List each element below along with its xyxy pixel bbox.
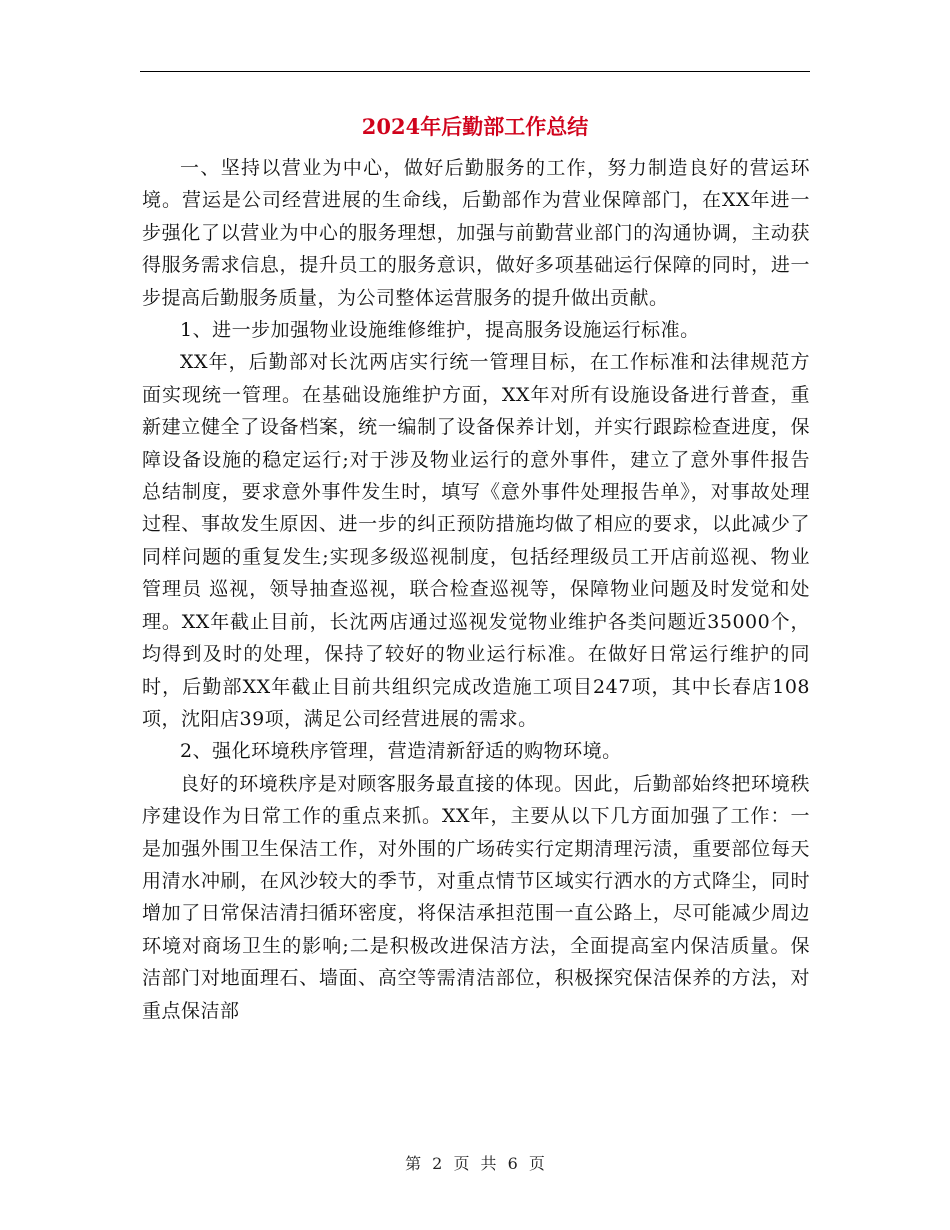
paragraph-5: 良好的环境秩序是对顾客服务最直接的体现。因此，后勤部始终把环境秩序建设作为日常工作的重点来抓。XX年，主要从以下几方面加强了工作：一是加强外围卫生保洁工作，对外围的广场砖实行定期清理污渍，重要部位每天用清水冲刷，在风沙较大的季节，对重点情节区域实行洒水的方式降尘，同时增加了日常保洁清扫循环密度，将保洁承担范围一直公路上，尽可能减少周边环境对商场卫生的影响;二是积极改进保洁方法，全面提高室内保洁质量。保洁部门对地面理石、墙面、高空等需清洁部位，积极探究保洁保养的方法，对重点保洁部 — [142, 772, 810, 1022]
document-title: 2024年后勤部工作总结 — [361, 114, 589, 139]
paragraph-4: 2、强化环境秩序管理，营造清新舒适的购物环境。 — [180, 740, 622, 763]
page-number-footer: 第 2 页 共 6 页 — [405, 1154, 545, 1173]
paragraph-1: 一、坚持以营业为中心，做好后勤服务的工作，努力制造良好的营运环境。营运是公司经营进展的生命线，后勤部作为营业保障部门，在XX年进一步强化了以营业为中心的服务理想，加强与前勤营业部门的沟通协调，主动获得服务需求信息，提升员工的服务意识，做好多项基础运行保障的同时，进一步提高后勤服务质量，为公司整体运营服务的提升做出贡献。 — [142, 157, 810, 309]
paragraph-2: 1、进一步加强物业设施维修维护，提高服务设施运行标准。 — [180, 319, 700, 342]
header-rule — [140, 71, 810, 72]
document-body — [142, 152, 810, 1027]
paragraph-3: XX年，后勤部对长沈两店实行统一管理目标，在工作标准和法律规范方面实现统一管理。在基础设施维护方面，XX年对所有设施设备进行普查，重新建立健全了设备档案，统一编制了设备保养计划，并实行跟踪检查进度，保障设备设施的稳定运行;对于涉及物业运行的意外事件，建立了意外事件报告总结制度，要求意外事件发生时，填写《意外事件处理报告单》，对事故处理过程、事故发生原因、进一步的纠正预防措施均做了相应的要求，以此减少了同样问题的重复发生;实现多级巡视制度，包括经理级员工开店前巡视、物业管理员 巡视，领导抽查巡视，联合检查巡视等，保障物业问题及时发觉和处理。XX年截止目前，长沈两店通过巡视发觉物业维护各类问题近35000个，均得到及时的处理，保持了较好的物业运行标准。在做好日常运行维护的同时，后勤部XX年截止目前共组织完成改造施工项目247项，其中长春店108项，沈阳店39项，满足公司经营进展的需求。 — [142, 351, 810, 730]
